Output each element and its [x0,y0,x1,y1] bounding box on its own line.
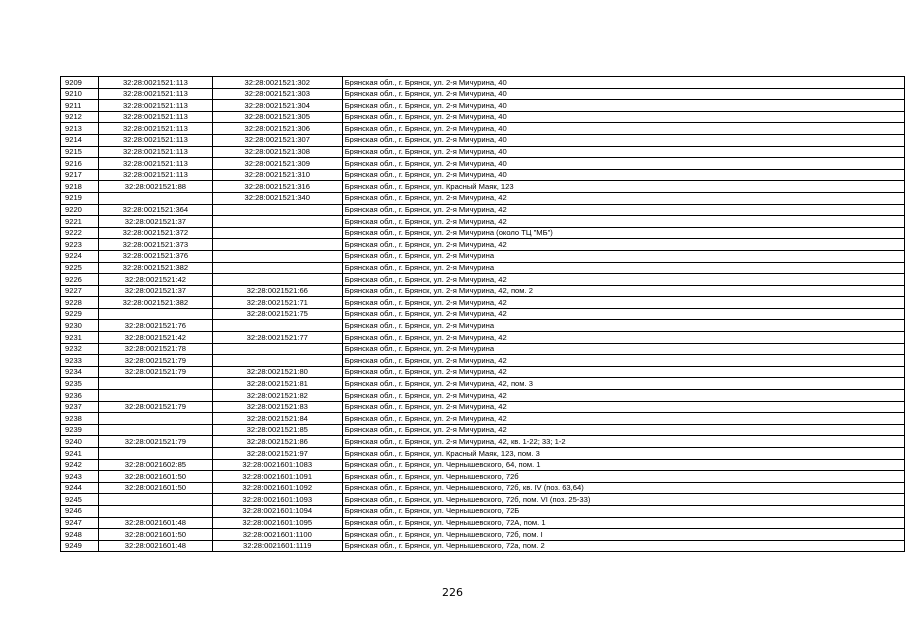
table-row [61,227,905,239]
row-number-cell: 9237 [61,401,99,413]
address-cell: Брянская обл., г. Брянск, ул. 2-я Мичурина, 42 [342,308,904,320]
row-number-cell: 9245 [61,494,99,506]
parcel-cadastral-number-cell [98,448,212,460]
address-cell: Брянская обл., г. Брянск, ул. 2-я Мичурина, 40 [342,111,904,123]
address-cell: Брянская обл., г. Брянск, ул. 2-я Мичурина, 42 [342,413,904,425]
parcel-cadastral-number-cell: 32:28:0021521:78 [98,343,212,355]
address-cell: Брянская обл., г. Брянск, ул. 2-я Мичурина, 42 [342,216,904,228]
object-cadastral-number-cell [212,204,342,216]
row-number-cell: 9248 [61,529,99,541]
object-cadastral-number-cell [212,355,342,367]
row-number-cell: 9212 [61,111,99,123]
address-cell: Брянская обл., г. Брянск, ул. 2-я Мичурина, 40 [342,100,904,112]
object-cadastral-number-cell: 32:28:0021521:66 [212,285,342,297]
object-cadastral-number-cell: 32:28:0021521:310 [212,169,342,181]
row-number-cell: 9217 [61,169,99,181]
table-row [61,413,905,425]
parcel-cadastral-number-cell [98,413,212,425]
parcel-cadastral-number-cell: 32:28:0021521:373 [98,239,212,251]
object-cadastral-number-cell: 32:28:0021521:71 [212,297,342,309]
row-number-cell: 9230 [61,320,99,332]
address-cell: Брянская обл., г. Брянск, ул. 2-я Мичурина, 40 [342,123,904,135]
object-cadastral-number-cell: 32:28:0021601:1100 [212,529,342,541]
address-cell: Брянская обл., г. Брянск, ул. Чернышевского, 72б, пом. I [342,529,904,541]
address-cell: Брянская обл., г. Брянск, ул. 2-я Мичурина, 42 [342,192,904,204]
table-row [61,88,905,100]
object-cadastral-number-cell: 32:28:0021521:84 [212,413,342,425]
address-cell: Брянская обл., г. Брянск, ул. 2-я Мичурина, 42, кв. 1-22; 33; 1-2 [342,436,904,448]
address-cell: Брянская обл., г. Брянск, ул. Чернышевского, 64, пом. 1 [342,459,904,471]
address-cell: Брянская обл., г. Брянск, ул. 2-я Мичурина, 40 [342,134,904,146]
table-row [61,424,905,436]
object-cadastral-number-cell: 32:28:0021521:86 [212,436,342,448]
row-number-cell: 9229 [61,308,99,320]
parcel-cadastral-number-cell: 32:28:0021521:113 [98,88,212,100]
address-cell: Брянская обл., г. Брянск, ул. 2-я Мичурина, 40 [342,77,904,89]
object-cadastral-number-cell: 32:28:0021521:308 [212,146,342,158]
row-number-cell: 9236 [61,390,99,402]
parcel-cadastral-number-cell [98,308,212,320]
row-number-cell: 9246 [61,505,99,517]
object-cadastral-number-cell: 32:28:0021521:75 [212,308,342,320]
row-number-cell: 9211 [61,100,99,112]
table-row [61,77,905,89]
row-number-cell: 9213 [61,123,99,135]
table-row [61,169,905,181]
object-cadastral-number-cell: 32:28:0021521:80 [212,366,342,378]
parcel-cadastral-number-cell: 32:28:0021521:113 [98,77,212,89]
row-number-cell: 9227 [61,285,99,297]
parcel-cadastral-number-cell: 32:28:0021521:372 [98,227,212,239]
table-row [61,204,905,216]
row-number-cell: 9219 [61,192,99,204]
address-cell: Брянская обл., г. Брянск, ул. 2-я Мичурина, 42 [342,390,904,402]
parcel-cadastral-number-cell: 32:28:0021601:50 [98,471,212,483]
address-cell: Брянская обл., г. Брянск, ул. 2-я Мичурина, 40 [342,88,904,100]
table-row [61,181,905,193]
address-cell: Брянская обл., г. Брянск, ул. 2-я Мичурина, 42 [342,297,904,309]
parcel-cadastral-number-cell: 32:28:0021601:50 [98,482,212,494]
table-row [61,146,905,158]
object-cadastral-number-cell: 32:28:0021521:82 [212,390,342,402]
object-cadastral-number-cell [212,343,342,355]
object-cadastral-number-cell: 32:28:0021521:340 [212,192,342,204]
table-row [61,471,905,483]
parcel-cadastral-number-cell [98,424,212,436]
object-cadastral-number-cell [212,227,342,239]
parcel-cadastral-number-cell: 32:28:0021521:113 [98,111,212,123]
parcel-cadastral-number-cell [98,192,212,204]
object-cadastral-number-cell: 32:28:0021601:1092 [212,482,342,494]
parcel-cadastral-number-cell: 32:28:0021521:376 [98,250,212,262]
address-cell: Брянская обл., г. Брянск, ул. 2-я Мичурина, 42 [342,204,904,216]
address-cell: Брянская обл., г. Брянск, ул. Чернышевского, 72б [342,471,904,483]
address-cell: Брянская обл., г. Брянск, ул. Красный Маяк, 123 [342,181,904,193]
row-number-cell: 9221 [61,216,99,228]
row-number-cell: 9233 [61,355,99,367]
table-row [61,216,905,228]
object-cadastral-number-cell [212,320,342,332]
object-cadastral-number-cell: 32:28:0021521:306 [212,123,342,135]
table-row [61,540,905,552]
parcel-cadastral-number-cell: 32:28:0021521:42 [98,332,212,344]
row-number-cell: 9241 [61,448,99,460]
row-number-cell: 9239 [61,424,99,436]
table-row [61,297,905,309]
address-cell: Брянская обл., г. Брянск, ул. Чернышевского, 72А, пом. 1 [342,517,904,529]
parcel-cadastral-number-cell: 32:28:0021521:79 [98,401,212,413]
object-cadastral-number-cell: 32:28:0021521:302 [212,77,342,89]
table-row [61,529,905,541]
table-row [61,239,905,251]
object-cadastral-number-cell: 32:28:0021521:81 [212,378,342,390]
row-number-cell: 9247 [61,517,99,529]
cadastral-table [60,76,905,552]
address-cell: Брянская обл., г. Брянск, ул. 2-я Мичурина, 42, пом. 2 [342,285,904,297]
address-cell: Брянская обл., г. Брянск, ул. 2-я Мичурина, 42 [342,355,904,367]
parcel-cadastral-number-cell: 32:28:0021521:113 [98,100,212,112]
address-cell: Брянская обл., г. Брянск, ул. Чернышевского, 72б, пом. VI (поз. 25-33) [342,494,904,506]
row-number-cell: 9225 [61,262,99,274]
address-cell: Брянская обл., г. Брянск, ул. Красный Маяк, 123, пом. 3 [342,448,904,460]
address-cell: Брянская обл., г. Брянск, ул. 2-я Мичурина [342,343,904,355]
table-row [61,320,905,332]
row-number-cell: 9209 [61,77,99,89]
table-row [61,366,905,378]
row-number-cell: 9215 [61,146,99,158]
parcel-cadastral-number-cell: 32:28:0021521:79 [98,355,212,367]
address-cell: Брянская обл., г. Брянск, ул. 2-я Мичурина, 42 [342,424,904,436]
parcel-cadastral-number-cell: 32:28:0021521:79 [98,436,212,448]
address-cell: Брянская обл., г. Брянск, ул. 2-я Мичурина, 42 [342,332,904,344]
parcel-cadastral-number-cell: 32:28:0021521:88 [98,181,212,193]
table-row [61,262,905,274]
table-row [61,448,905,460]
parcel-cadastral-number-cell: 32:28:0021602:85 [98,459,212,471]
object-cadastral-number-cell [212,274,342,286]
parcel-cadastral-number-cell: 32:28:0021521:382 [98,262,212,274]
object-cadastral-number-cell: 32:28:0021521:83 [212,401,342,413]
table-row [61,250,905,262]
address-cell: Брянская обл., г. Брянск, ул. 2-я Мичурина, 42 [342,239,904,251]
address-cell: Брянская обл., г. Брянск, ул. 2-я Мичурина (около ТЦ "МБ") [342,227,904,239]
table-row [61,158,905,170]
page-number: 226 [442,586,463,599]
table-row [61,436,905,448]
object-cadastral-number-cell: 32:28:0021521:305 [212,111,342,123]
object-cadastral-number-cell: 32:28:0021601:1083 [212,459,342,471]
parcel-cadastral-number-cell: 32:28:0021601:50 [98,529,212,541]
object-cadastral-number-cell: 32:28:0021601:1095 [212,517,342,529]
table-body [61,77,905,552]
object-cadastral-number-cell: 32:28:0021601:1093 [212,494,342,506]
parcel-cadastral-number-cell: 32:28:0021601:48 [98,540,212,552]
parcel-cadastral-number-cell: 32:28:0021521:113 [98,158,212,170]
parcel-cadastral-number-cell: 32:28:0021521:37 [98,216,212,228]
table-row [61,378,905,390]
parcel-cadastral-number-cell: 32:28:0021521:42 [98,274,212,286]
object-cadastral-number-cell: 32:28:0021521:307 [212,134,342,146]
table-row [61,100,905,112]
address-cell: Брянская обл., г. Брянск, ул. 2-я Мичурина, 42, пом. 3 [342,378,904,390]
address-cell: Брянская обл., г. Брянск, ул. 2-я Мичурина, 40 [342,146,904,158]
object-cadastral-number-cell: 32:28:0021521:77 [212,332,342,344]
parcel-cadastral-number-cell: 32:28:0021521:76 [98,320,212,332]
object-cadastral-number-cell: 32:28:0021521:304 [212,100,342,112]
row-number-cell: 9228 [61,297,99,309]
object-cadastral-number-cell [212,250,342,262]
parcel-cadastral-number-cell: 32:28:0021521:113 [98,169,212,181]
row-number-cell: 9226 [61,274,99,286]
address-cell: Брянская обл., г. Брянск, ул. 2-я Мичурина [342,262,904,274]
parcel-cadastral-number-cell [98,378,212,390]
row-number-cell: 9214 [61,134,99,146]
address-cell: Брянская обл., г. Брянск, ул. 2-я Мичурина [342,250,904,262]
table-row [61,390,905,402]
row-number-cell: 9231 [61,332,99,344]
table-row [61,355,905,367]
address-cell: Брянская обл., г. Брянск, ул. 2-я Мичурина [342,320,904,332]
parcel-cadastral-number-cell: 32:28:0021521:113 [98,123,212,135]
parcel-cadastral-number-cell [98,390,212,402]
table-row [61,111,905,123]
row-number-cell: 9216 [61,158,99,170]
object-cadastral-number-cell: 32:28:0021601:1119 [212,540,342,552]
parcel-cadastral-number-cell [98,494,212,506]
object-cadastral-number-cell: 32:28:0021521:85 [212,424,342,436]
row-number-cell: 9234 [61,366,99,378]
row-number-cell: 9240 [61,436,99,448]
row-number-cell: 9244 [61,482,99,494]
parcel-cadastral-number-cell: 32:28:0021521:79 [98,366,212,378]
table-row [61,401,905,413]
object-cadastral-number-cell: 32:28:0021601:1094 [212,505,342,517]
table-row [61,482,905,494]
table-row [61,494,905,506]
object-cadastral-number-cell [212,216,342,228]
object-cadastral-number-cell [212,262,342,274]
object-cadastral-number-cell: 32:28:0021521:97 [212,448,342,460]
parcel-cadastral-number-cell: 32:28:0021521:382 [98,297,212,309]
row-number-cell: 9243 [61,471,99,483]
row-number-cell: 9232 [61,343,99,355]
address-cell: Брянская обл., г. Брянск, ул. 2-я Мичурина, 42 [342,274,904,286]
row-number-cell: 9238 [61,413,99,425]
row-number-cell: 9249 [61,540,99,552]
row-number-cell: 9210 [61,88,99,100]
address-cell: Брянская обл., г. Брянск, ул. 2-я Мичурина, 40 [342,169,904,181]
row-number-cell: 9220 [61,204,99,216]
address-cell: Брянская обл., г. Брянск, ул. 2-я Мичурина, 42 [342,401,904,413]
address-cell: Брянская обл., г. Брянск, ул. Чернышевского, 72а, пом. 2 [342,540,904,552]
parcel-cadastral-number-cell: 32:28:0021521:113 [98,146,212,158]
table-row [61,134,905,146]
object-cadastral-number-cell: 32:28:0021521:303 [212,88,342,100]
table-row [61,285,905,297]
object-cadastral-number-cell: 32:28:0021521:316 [212,181,342,193]
parcel-cadastral-number-cell: 32:28:0021601:48 [98,517,212,529]
table-row [61,517,905,529]
address-cell: Брянская обл., г. Брянск, ул. 2-я Мичурина, 40 [342,158,904,170]
parcel-cadastral-number-cell: 32:28:0021521:113 [98,134,212,146]
table-row [61,308,905,320]
parcel-cadastral-number-cell [98,505,212,517]
parcel-cadastral-number-cell: 32:28:0021521:37 [98,285,212,297]
table-row [61,459,905,471]
row-number-cell: 9235 [61,378,99,390]
table-row [61,274,905,286]
address-cell: Брянская обл., г. Брянск, ул. Чернышевского, 72б, кв. IV (поз. 63,64) [342,482,904,494]
table-row [61,123,905,135]
address-cell: Брянская обл., г. Брянск, ул. 2-я Мичурина, 42 [342,366,904,378]
row-number-cell: 9242 [61,459,99,471]
row-number-cell: 9218 [61,181,99,193]
parcel-cadastral-number-cell: 32:28:0021521:364 [98,204,212,216]
table-row [61,192,905,204]
row-number-cell: 9222 [61,227,99,239]
table-row [61,332,905,344]
object-cadastral-number-cell: 32:28:0021601:1091 [212,471,342,483]
table-row [61,505,905,517]
address-cell: Брянская обл., г. Брянск, ул. Чернышевского, 72Б [342,505,904,517]
row-number-cell: 9223 [61,239,99,251]
row-number-cell: 9224 [61,250,99,262]
table-row [61,343,905,355]
object-cadastral-number-cell [212,239,342,251]
object-cadastral-number-cell: 32:28:0021521:309 [212,158,342,170]
